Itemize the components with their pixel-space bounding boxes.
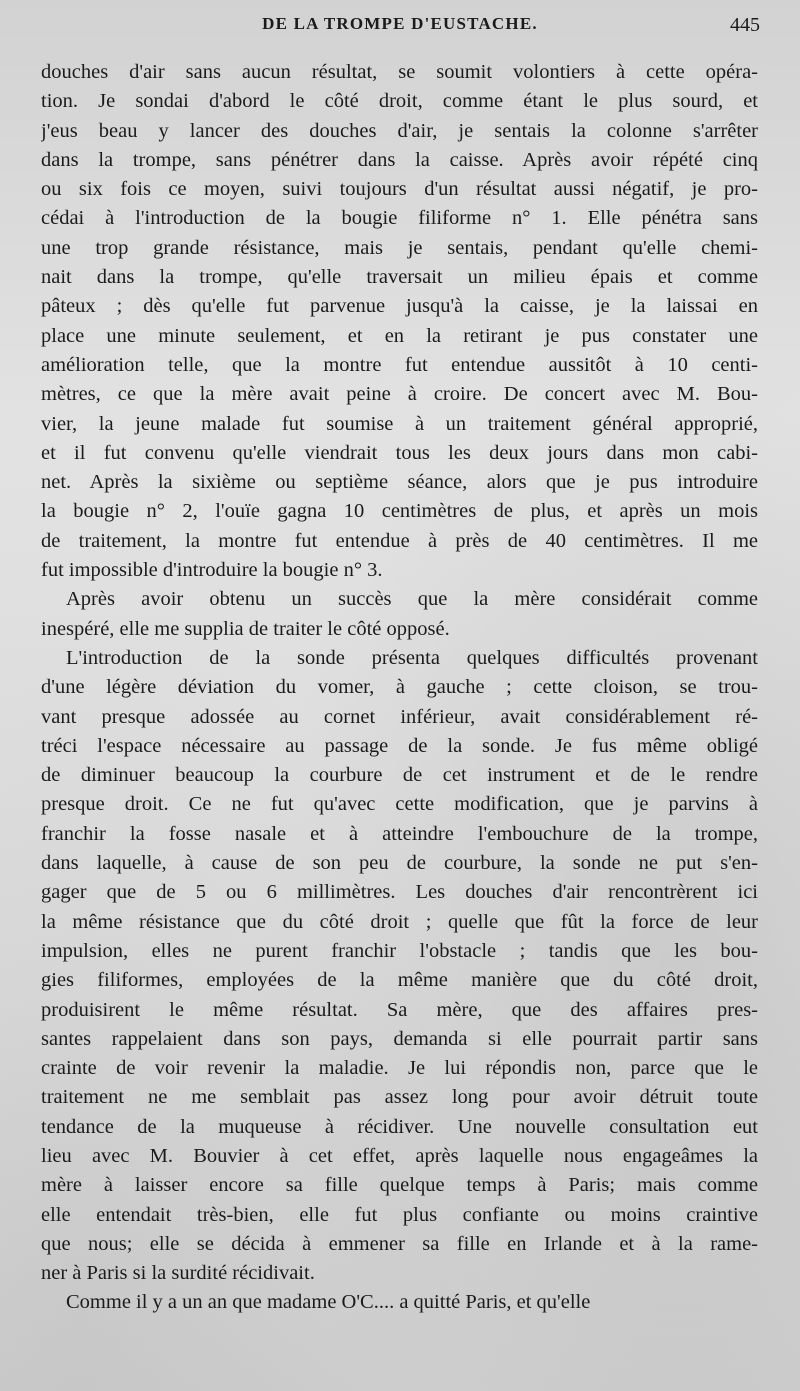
text-line: amélioration telle, que la montre fut entendue aussitôt à 10 centi- [41,353,758,376]
text-line: pâteux ; dès qu'elle fut parvenue jusqu'à la caisse, je la laissai en [41,295,758,318]
text-line: gager que de 5 ou 6 millimètres. Les douches d'air rencontrèrent ici [41,881,758,904]
text-line: ner à Paris si la surdité récidivait. [41,1262,315,1285]
text-line: que nous; elle se décida à emmener sa fille en Irlande et à la rame- [41,1232,758,1255]
text-line: tréci l'espace nécessaire au passage de la sonde. Je fus même obligé [41,734,758,757]
text-line: d'une légère déviation du vomer, à gauche ; cette cloison, se trou- [41,676,758,699]
text-line: traitement ne me semblait pas assez long pour avoir détruit toute [41,1086,758,1109]
running-title: DE LA TROMPE D'EUSTACHE. [262,14,538,33]
paragraph [41,585,758,644]
running-head [40,14,760,44]
text-line: de diminuer beaucoup la courbure de cet instrument et de le rendre [41,764,758,787]
text-line: Comme il y a un an que madame O'C.... a quitté Paris, et qu'elle [66,1291,591,1314]
text-line: mètres, ce que la mère avait peine à croire. De concert avec M. Bou- [41,383,758,406]
text-line: nait dans la trompe, qu'elle traversait un milieu épais et comme [41,266,758,289]
text-line: franchir la fosse nasale et à atteindre l'embouchure de la trompe, [41,822,758,845]
text-line: vier, la jeune malade fut soumise à un traitement général approprié, [41,412,758,435]
text-line: la même résistance que du côté droit ; quelle que fût la force de leur [41,910,758,933]
paragraph [41,644,758,1289]
text-line: fut impossible d'introduire la bougie n° 3. [41,559,383,582]
text-line: de traitement, la montre fut entendue à près de 40 centimètres. Il me [41,529,758,552]
text-line: santes rappelaient dans son pays, demanda si elle pourrait partir sans [41,1027,758,1050]
text-line: j'eus beau y lancer des douches d'air, je sentais la colonne s'arrêter [41,119,758,142]
text-line: tendance de la muqueuse à récidiver. Une nouvelle consultation eut [41,1115,758,1138]
text-line: inespéré, elle me supplia de traiter le côté opposé. [41,617,450,640]
text-line: cédai à l'introduction de la bougie filiforme n° 1. Elle pénétra sans [41,207,758,230]
text-line: gies filiformes, employées de la même manière que du côté droit, [41,969,758,992]
text-line: elle entendait très-bien, elle fut plus confiante ou moins craintive [41,1203,758,1226]
text-line: crainte de voir revenir la maladie. Je lui répondis non, parce que le [41,1057,758,1080]
text-line: produisirent le même résultat. Sa mère, que des affaires pres- [41,998,758,1021]
text-line: dans laquelle, à cause de son peu de courbure, la sonde ne put s'en- [41,852,758,875]
text-line: et il fut convenu qu'elle viendrait tous les deux jours dans mon cabi- [41,441,758,464]
text-line: une trop grande résistance, mais je sentais, pendant qu'elle chemi- [41,236,758,259]
text-line: place une minute seulement, et en la retirant je pus constater une [41,324,758,347]
text-line: impulsion, elles ne purent franchir l'obstacle ; tandis que les bou- [41,939,758,962]
page-number: 445 [730,14,760,36]
text-line: Après avoir obtenu un succès que la mère considérait comme [66,588,758,611]
text-line: la bougie n° 2, l'ouïe gagna 10 centimètres de plus, et après un mois [41,500,758,523]
body-text [41,58,758,1318]
text-line: dans la trompe, sans pénétrer dans la caisse. Après avoir répété cinq [41,148,758,171]
text-line: presque droit. Ce ne fut qu'avec cette modification, que je parvins à [41,793,758,816]
text-line: net. Après la sixième ou septième séance, alors que je pus introduire [41,471,758,494]
text-line: mère à laisser encore sa fille quelque temps à Paris; mais comme [41,1174,758,1197]
text-line: douches d'air sans aucun résultat, se soumit volontiers à cette opéra- [41,61,758,83]
text-line: L'introduction de la sonde présenta quelques difficultés provenant [66,646,758,669]
text-line: tion. Je sondai d'abord le côté droit, comme étant le plus sourd, et [41,90,758,113]
paragraph [41,1288,758,1317]
paragraph [41,58,758,585]
text-line: vant presque adossée au cornet inférieur, avait considérablement ré- [41,705,758,728]
text-line: ou six fois ce moyen, suivi toujours d'un résultat aussi négatif, je pro- [41,178,758,201]
text-line: lieu avec M. Bouvier à cet effet, après laquelle nous engageâmes la [41,1144,758,1167]
